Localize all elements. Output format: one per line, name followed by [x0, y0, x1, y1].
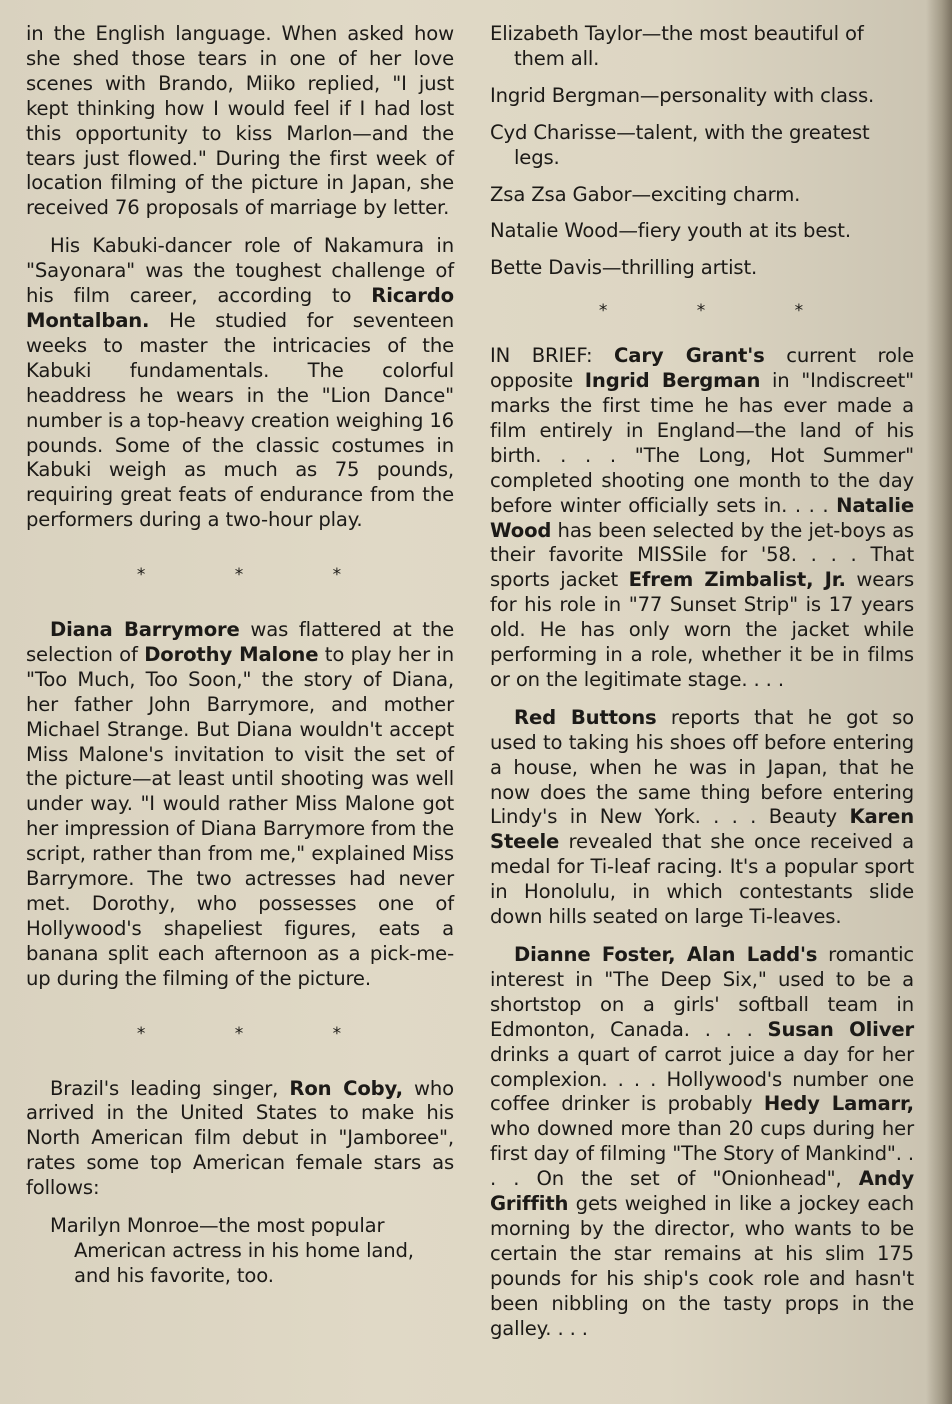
- text-run: He studied for seventeen weeks to master the intricacies of the Kabuki fundamentals. The colorful headdress he wears in the "Lion Dance" number is a top-heavy creation weighing 16 pounds. Some of the classic costumes in Kabuki weigh as much as 75 pounds, requiring great feats of endurance from the performers during a two-hour play.: [26, 308, 454, 532]
- text-run: drinks a quart of carrot juice a day for her complexion. . . . Hollywood's number one coffee drinker is probably: [490, 1042, 914, 1116]
- name-diana-barrymore: Diana Barrymore: [50, 618, 240, 642]
- rating-item: Zsa Zsa Gabor—exciting charm.: [490, 182, 801, 206]
- rating-item: Bette Davis—thrilling artist.: [490, 256, 758, 280]
- paragraph-red-buttons: [490, 706, 914, 930]
- text-run: who downed more than 20 cups during her first day of filming "The Story of Mankind". . . . On the set of "Onionhead",: [490, 1117, 914, 1191]
- paragraph-miiko: in the English language. When asked how she shed those tears in one of her love scenes with Brando, Miiko replied, "I just kept thinking how I would feel if I had lost this opportunity to kiss Marlon—and the tears just flowed." During the first week of location filming of the picture in Japan, she received 76 proposals of marriage by letter.: [26, 22, 454, 220]
- text-run: has been selected by the jet-boys as their favorite MISSile for '58. . . . That sports jacket: [490, 518, 914, 592]
- name-dianne-foster: Dianne Foster, Alan Ladd's: [514, 943, 818, 966]
- text-run: current role opposite: [490, 344, 914, 393]
- text-run: reports that he got so used to taking his shoes off before entering a house, when he was in Japan, that he now does the same thing before entering Lindy's in New York. . . . Beauty: [490, 705, 914, 829]
- name-dorothy-malone: Dorothy Malone: [144, 642, 319, 666]
- paragraph-dianne-foster: [490, 943, 914, 1342]
- text-run: gets weighed in like a jockey each morning by the director, who wants to be certain the star remains at his slim 175 pounds for his ship's cook role and hasn't been nibbling on the tasty props in the galley. . . .: [490, 1192, 914, 1340]
- paragraph-in-brief: [490, 344, 914, 693]
- text-run: in "Indiscreet" marks the first time he has ever made a film entirely in England—the land of his birth. . . . "The Long, Hot Summer" completed shooting one month to the day before winter officially sets in. . . .: [490, 369, 914, 517]
- name-cary-grant: Cary Grant's: [614, 344, 765, 368]
- section-divider-stars: * * *: [136, 1023, 384, 1044]
- text-run: romantic interest in "The Deep Six," used to be a shortstop on a girls' softball team in Edmonton, Canada. . . .: [490, 943, 914, 1041]
- text-run: who arrived in the United States to make his North American film debut in "Jamboree", rates some top American female stars as follows:: [26, 1076, 455, 1200]
- name-ricardo-montalban: Ricardo Montalban.: [26, 284, 454, 332]
- page-edge-shadow: [926, 0, 952, 1404]
- name-andy-griffith: Andy Griffith: [490, 1167, 914, 1216]
- name-efrem-zimbalist: Efrem Zimbalist, Jr.: [628, 568, 846, 592]
- text-run: to play her in "Too Much, Too Soon," the story of Diana, her father John Barrymore, and mother Michael Strange. But Diana wouldn't accept Miss Malone's invitation to visit the set of the picture—at least until shooting was well under way. "I would rather Miss Malone got her impression of Diana Barrymore from the script, rather than from me," explained Miss Barrymore. The two actresses had never met. Dorothy, who possesses one of Hollywood's shapeliest figures, eats a banana split each afternoon as a pick-me-up during the filming of the picture.: [26, 642, 454, 990]
- rating-item: Elizabeth Taylor—the most beautiful of them all.: [490, 22, 864, 70]
- text-run: His Kabuki-dancer role of Nakamura in "Sayonara" was the toughest challenge of his film career, according to: [26, 234, 454, 308]
- section-divider-stars: * * *: [136, 565, 384, 586]
- rating-item: Marilyn Monroe—the most popular American actress in his home land, and his favorite, too.: [50, 1214, 414, 1287]
- in-brief-label: IN BRIEF:: [490, 344, 615, 368]
- name-red-buttons: Red Buttons: [514, 705, 657, 729]
- name-ron-coby: Ron Coby,: [289, 1076, 403, 1100]
- paragraph-barrymore: [26, 618, 454, 992]
- text-run: wears for his role in "77 Sunset Strip" is 17 years old. He has only worn the jacket while performing in a role, whether it be in films or on the legitimate stage. . . .: [490, 568, 915, 691]
- name-natalie-wood: Natalie Wood: [490, 493, 914, 542]
- rating-item: Natalie Wood—fiery youth at its best.: [490, 219, 851, 243]
- paragraph-montalban: [26, 234, 454, 533]
- name-ingrid-bergman: Ingrid Bergman: [584, 369, 761, 393]
- name-susan-oliver: Susan Oliver: [767, 1017, 914, 1041]
- text-run: Brazil's leading singer,: [50, 1076, 290, 1100]
- section-divider-stars: * * *: [598, 301, 846, 322]
- text-run: revealed that she once received a medal for Ti-leaf racing. It's a popular sport in Honolulu, in which contestants slide down hills seated on large Ti-leaves.: [490, 830, 914, 929]
- name-hedy-lamarr: Hedy Lamarr,: [763, 1092, 914, 1116]
- rating-item: Cyd Charisse—talent, with the greatest legs.: [490, 120, 870, 169]
- rating-item: Ingrid Bergman—personality with class.: [490, 83, 875, 107]
- name-karen-steele: Karen Steele: [490, 805, 914, 854]
- text-run: was flattered at the selection of: [26, 618, 455, 666]
- right-column: [490, 22, 914, 1355]
- left-column: [26, 22, 454, 1301]
- paragraph-ron-coby: [26, 1077, 454, 1202]
